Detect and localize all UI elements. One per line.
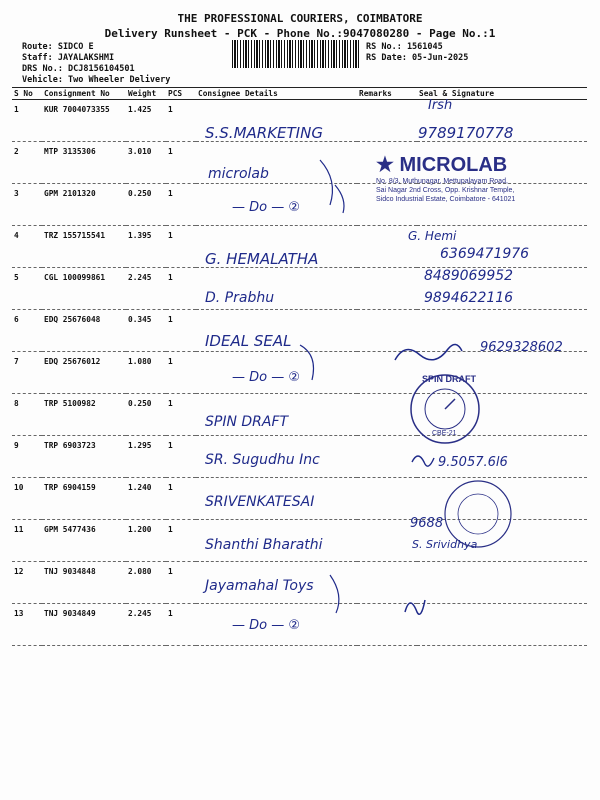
- cell-weight: 0.345: [126, 310, 166, 352]
- hw-consignee-7: IDEAL SEAL: [205, 332, 292, 350]
- hw-signature-12: S. Srividhya: [412, 538, 478, 551]
- cell-weight: 1.240: [126, 478, 166, 520]
- cell-weight: 1.295: [126, 436, 166, 478]
- cell-consignment: TRP 5100982: [42, 394, 126, 436]
- hw-phone-7: 9629328602: [480, 340, 563, 355]
- cell-sno: 10: [12, 478, 42, 520]
- col-consignment: Consignment No: [42, 88, 126, 100]
- cell-weight: 2.245: [126, 604, 166, 646]
- cell-pcs: 1: [166, 562, 196, 604]
- cell-consignment: MTP 3135306: [42, 142, 126, 184]
- cell-sno: 7: [12, 352, 42, 394]
- col-consignee: Consignee Details: [196, 88, 357, 100]
- cell-weight: 1.395: [126, 226, 166, 268]
- cell-pcs: 1: [166, 436, 196, 478]
- cell-pcs: 1: [166, 310, 196, 352]
- cell-sno: 3: [12, 184, 42, 226]
- cell-sno: 2: [12, 142, 42, 184]
- cell-consignment: GPM 2101320: [42, 184, 126, 226]
- cell-weight: 2.245: [126, 268, 166, 310]
- hw-consignee-11: SRIVENKATESAI: [205, 494, 315, 510]
- cell-pcs: 1: [166, 142, 196, 184]
- hw-consignee-9: SPIN DRAFT: [205, 414, 289, 430]
- hw-consignee-8: — Do — ②: [232, 370, 301, 385]
- hw-consignee-12: Shanthi Bharathi: [205, 537, 323, 553]
- cell-pcs: 1: [166, 184, 196, 226]
- hw-phone-12: 9688: [410, 516, 444, 531]
- cell-consignment: TRZ 155715541: [42, 226, 126, 268]
- stamp-address-line: Sidco Industrial Estate, Coimbatore - 641021: [376, 196, 516, 203]
- cell-sno: 4: [12, 226, 42, 268]
- spin-draft-stamp-bottom: CBE-21: [432, 430, 457, 437]
- cell-pcs: 1: [166, 352, 196, 394]
- cell-consignment: TNJ 9034849: [42, 604, 126, 646]
- cell-weight: 1.080: [126, 352, 166, 394]
- stamp-address-line: Sai Nagar 2nd Cross, Opp. Krishnar Temple,: [376, 187, 515, 194]
- cell-sno: 5: [12, 268, 42, 310]
- cell-pcs: 1: [166, 520, 196, 562]
- spin-draft-stamp-top: SPIN DRAFT: [422, 374, 476, 384]
- col-signature: Seal & Signature: [417, 88, 587, 100]
- cell-weight: 2.080: [126, 562, 166, 604]
- cell-pcs: 1: [166, 394, 196, 436]
- hw-phone-5: 8489069952: [424, 268, 514, 284]
- hw-consignee-2: microlab: [208, 166, 269, 182]
- microlab-stamp: [376, 152, 576, 204]
- runsheet-subtitle: Delivery Runsheet - PCK - Phone No.:9047080280 - Page No.:1: [104, 27, 496, 40]
- round-stamp: [442, 478, 514, 550]
- hw-consignee-1: S.S.MARKETING: [205, 124, 323, 142]
- hw-phone-1: 9789170778: [418, 124, 514, 142]
- cell-weight: 1.200: [126, 520, 166, 562]
- hw-consignee-5: G. HEMALATHA: [205, 250, 319, 268]
- route-text: Route: SIDCO E: [22, 42, 94, 52]
- cell-sno: 11: [12, 520, 42, 562]
- stamp-address-line: No. 8/3, Muthunagar, Mettupalayam Road,: [376, 178, 508, 185]
- company-title: THE PROFESSIONAL COURIERS, COIMBATORE: [177, 12, 423, 25]
- cell-pcs: 1: [166, 226, 196, 268]
- cell-weight: 0.250: [126, 184, 166, 226]
- cell-pcs: 1: [166, 100, 196, 142]
- cell-weight: 0.250: [126, 394, 166, 436]
- hw-consignee-3: — Do — ②: [232, 200, 301, 215]
- hw-consignee-6: D. Prabhu: [205, 290, 275, 306]
- hw-consignee-13b: — Do — ②: [232, 618, 301, 633]
- rs-date-text: RS Date: 05-Jun-2025: [366, 53, 469, 63]
- cell-consignment: EDQ 25676012: [42, 352, 126, 394]
- cell-consignment: KUR 7004073355: [42, 100, 126, 142]
- col-pcs: PCS: [166, 88, 196, 100]
- rs-no-text: RS No.: 1561045: [366, 42, 443, 52]
- drs-text: DRS No.: DCJ8156104501: [22, 64, 135, 74]
- cell-sno: 12: [12, 562, 42, 604]
- cell-weight: 1.425: [126, 100, 166, 142]
- col-sno: S No: [12, 88, 42, 100]
- cell-weight: 3.010: [126, 142, 166, 184]
- staff-text: Staff: JAYALAKSHMI: [22, 53, 115, 63]
- cell-consignment: CGL 100099861: [42, 268, 126, 310]
- cell-pcs: 1: [166, 478, 196, 520]
- cell-pcs: 1: [166, 268, 196, 310]
- hw-signature-4: G. Hemi: [408, 229, 457, 243]
- vehicle-text: Vehicle: Two Wheeler Delivery: [22, 75, 171, 85]
- hw-signature-1: Irsh: [428, 98, 453, 113]
- cell-consignment: TRP 6903723: [42, 436, 126, 478]
- cell-consignment: EDQ 25676048: [42, 310, 126, 352]
- col-weight: Weight: [126, 88, 166, 100]
- cell-sno: 9: [12, 436, 42, 478]
- hw-phone-4: 6369471976: [440, 246, 530, 262]
- col-remarks: Remarks: [357, 88, 417, 100]
- cell-consignment: TRP 6904159: [42, 478, 126, 520]
- hw-phone-6: 9894622116: [424, 290, 514, 306]
- cell-sno: 6: [12, 310, 42, 352]
- cell-consignment: TNJ 9034848: [42, 562, 126, 604]
- cell-sno: 1: [12, 100, 42, 142]
- hw-consignee-13: Jayamahal Toys: [205, 578, 314, 594]
- cell-sno: 8: [12, 394, 42, 436]
- stamp-company-name: ★ MICROLAB: [376, 154, 508, 176]
- cell-pcs: 1: [166, 604, 196, 646]
- cell-consignment: GPM 5477436: [42, 520, 126, 562]
- cell-sno: 13: [12, 604, 42, 646]
- hw-consignee-10: SR. Sugudhu Inc: [205, 452, 320, 468]
- hw-phone-10: 9.5057.6l6: [438, 455, 508, 470]
